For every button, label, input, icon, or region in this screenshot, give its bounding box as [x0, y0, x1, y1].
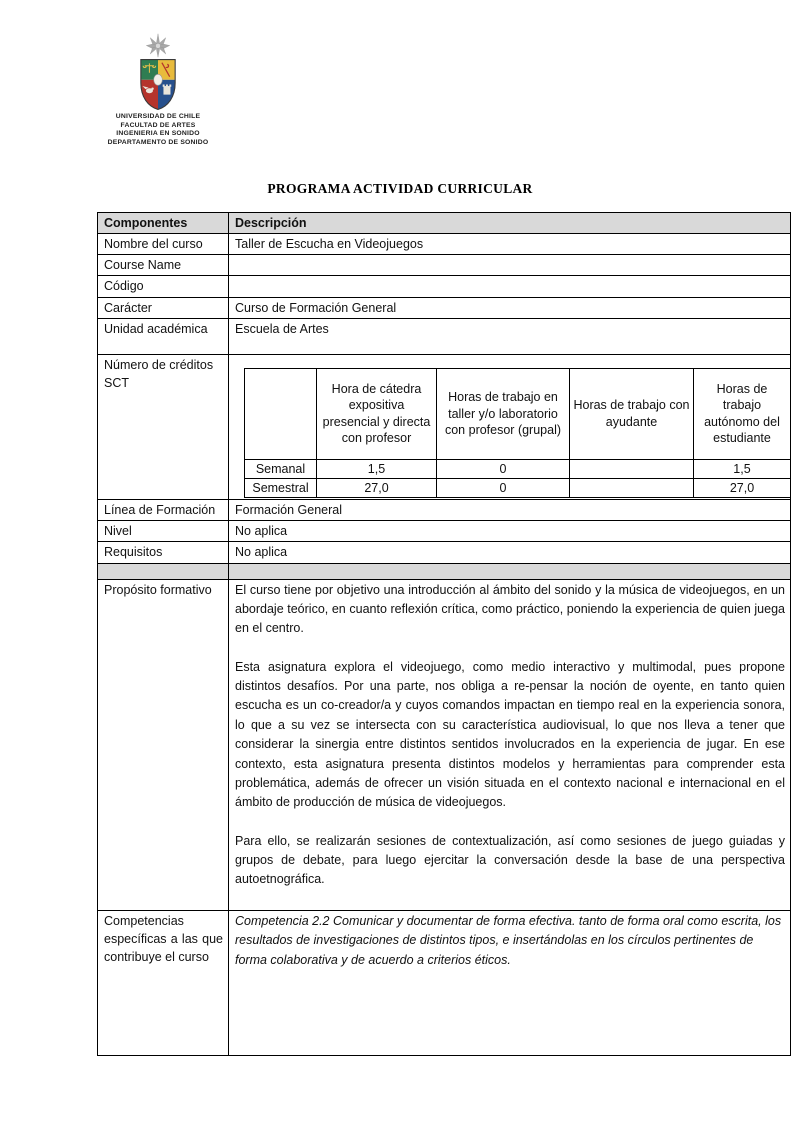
label-caracter: Carácter [98, 297, 229, 318]
label-requisitos: Requisitos [98, 542, 229, 563]
row-competencias [98, 910, 791, 1055]
competencias-text: Competencia 2.2 Comunicar y documentar de forma efectiva. tanto de forma oral como escrita, los resultados de investigaciones de distintos tipos, e insertándolas en los círculos pertinentes de forma colaborativa y de acuerdo a criterios éticos. [235, 913, 782, 967]
header-descripcion: Descripción [229, 213, 791, 234]
logo-line-department: DEPARTAMENTO DE SONIDO [107, 138, 209, 146]
proposito-paragraph-3: Para ello, se realizarán sesiones de contextualización, así como sesiones de juego guiadas y grupos de debate, para luego ejercitar la conversación desde la base de una perspectiva autoetnográfica. [235, 833, 785, 887]
value-competencias [229, 910, 791, 1055]
document-title: PROGRAMA ACTIVIDAD CURRICULAR [267, 181, 533, 196]
separator-cell-left [98, 563, 229, 579]
value-unidad-academica: Escuela de Artes [229, 318, 791, 354]
semestral-label: Semestral [245, 478, 317, 497]
semanal-autonomo: 1,5 [694, 459, 791, 478]
credits-row-semestral [245, 478, 791, 497]
value-codigo [229, 276, 791, 297]
starburst-icon [146, 34, 169, 57]
curriculum-table [97, 212, 791, 1056]
credits-col-taller: Horas de trabajo en taller y/o laboratorio con profesor (grupal) [437, 368, 570, 459]
row-nivel [98, 521, 791, 542]
row-proposito-formativo [98, 579, 791, 910]
tower-icon [163, 84, 172, 94]
credits-header-row [245, 368, 791, 459]
label-numero-creditos: Número de créditos SCT [98, 354, 229, 500]
value-course-name [229, 255, 791, 276]
semestral-ayudante [570, 478, 694, 497]
separator-cell-right [229, 563, 791, 579]
label-unidad-academica: Unidad académica [98, 318, 229, 354]
label-linea-formacion: Línea de Formación [98, 500, 229, 521]
label-nivel: Nivel [98, 521, 229, 542]
row-caracter [98, 297, 791, 318]
semestral-taller: 0 [437, 478, 570, 497]
university-logo [100, 33, 216, 147]
row-nombre-del-curso [98, 234, 791, 255]
table-header-row [98, 213, 791, 234]
credits-corner-cell [245, 368, 317, 459]
label-course-name: Course Name [98, 255, 229, 276]
separator-row [98, 563, 791, 579]
value-proposito-formativo [229, 579, 791, 910]
row-unidad-academica [98, 318, 791, 354]
value-nombre-del-curso: Taller de Escucha en Videojuegos [229, 234, 791, 255]
row-numero-creditos [98, 354, 791, 500]
row-course-name [98, 255, 791, 276]
value-caracter: Curso de Formación General [229, 297, 791, 318]
credits-col-autonomo: Horas de trabajo autónomo del estudiante [694, 368, 791, 459]
header-componentes: Componentes [98, 213, 229, 234]
semanal-label: Semanal [245, 459, 317, 478]
value-nivel: No aplica [229, 521, 791, 542]
proposito-paragraph-2: Esta asignatura explora el videojuego, como medio interactivo y multimodal, pues propone distintos desafíos. Por una parte, nos obliga a re-pensar la noción de oyente, en tanto quien escucha es un co-creador/a y cuyos comandos impactan en tiempo real en la experiencia sonora, lo que a su vez se intersecta con su característica audiovisual, lo que nos lleva a tener que considerar la sinergia entre distintos sentidos involucrados en la experiencia de jugar. En ese contexto, esta asignatura presenta distintos modelos y herramientas para comprender esta problemática, además de ofrecer un visión situada en el contexto nacional e internacional en el ámbito de producción de música de videojuegos. [235, 659, 785, 810]
value-requisitos: No aplica [229, 542, 791, 563]
semanal-ayudante [570, 459, 694, 478]
label-proposito-formativo: Propósito formativo [98, 579, 229, 910]
logo-line-program: INGENIERIA EN SONIDO [116, 130, 200, 138]
credits-row-semanal [245, 459, 791, 478]
credits-cell [229, 354, 791, 500]
semestral-autonomo: 27,0 [694, 478, 791, 497]
label-codigo: Código [98, 276, 229, 297]
semestral-catedra: 27,0 [317, 478, 437, 497]
row-linea-formacion [98, 500, 791, 521]
logo-text-block [100, 113, 216, 147]
semanal-taller: 0 [437, 459, 570, 478]
credits-col-ayudante: Horas de trabajo con ayudante [570, 368, 694, 459]
row-requisitos [98, 542, 791, 563]
medallion [154, 74, 163, 85]
credits-col-catedra: Hora de cátedra expositiva presencial y directa con profesor [317, 368, 437, 459]
credits-hours-table [244, 368, 791, 499]
university-crest-icon [127, 33, 189, 111]
row-codigo [98, 276, 791, 297]
label-nombre-del-curso: Nombre del curso [98, 234, 229, 255]
proposito-paragraph-1: El curso tiene por objetivo una introducción al ámbito del sonido y la música de videojuegos, en un abordaje teórico, en cuanto reflexión crítica, como práctico, poniendo la experiencia de quien juega en el centro. [235, 582, 785, 636]
logo-line-faculty: FACULTAD DE ARTES [120, 121, 196, 129]
logo-line-institution: UNIVERSIDAD DE CHILE [115, 113, 201, 120]
value-linea-formacion: Formación General [229, 500, 791, 521]
label-competencias: Competencias específicas a las que contribuye el curso [98, 910, 229, 1055]
semanal-catedra: 1,5 [317, 459, 437, 478]
